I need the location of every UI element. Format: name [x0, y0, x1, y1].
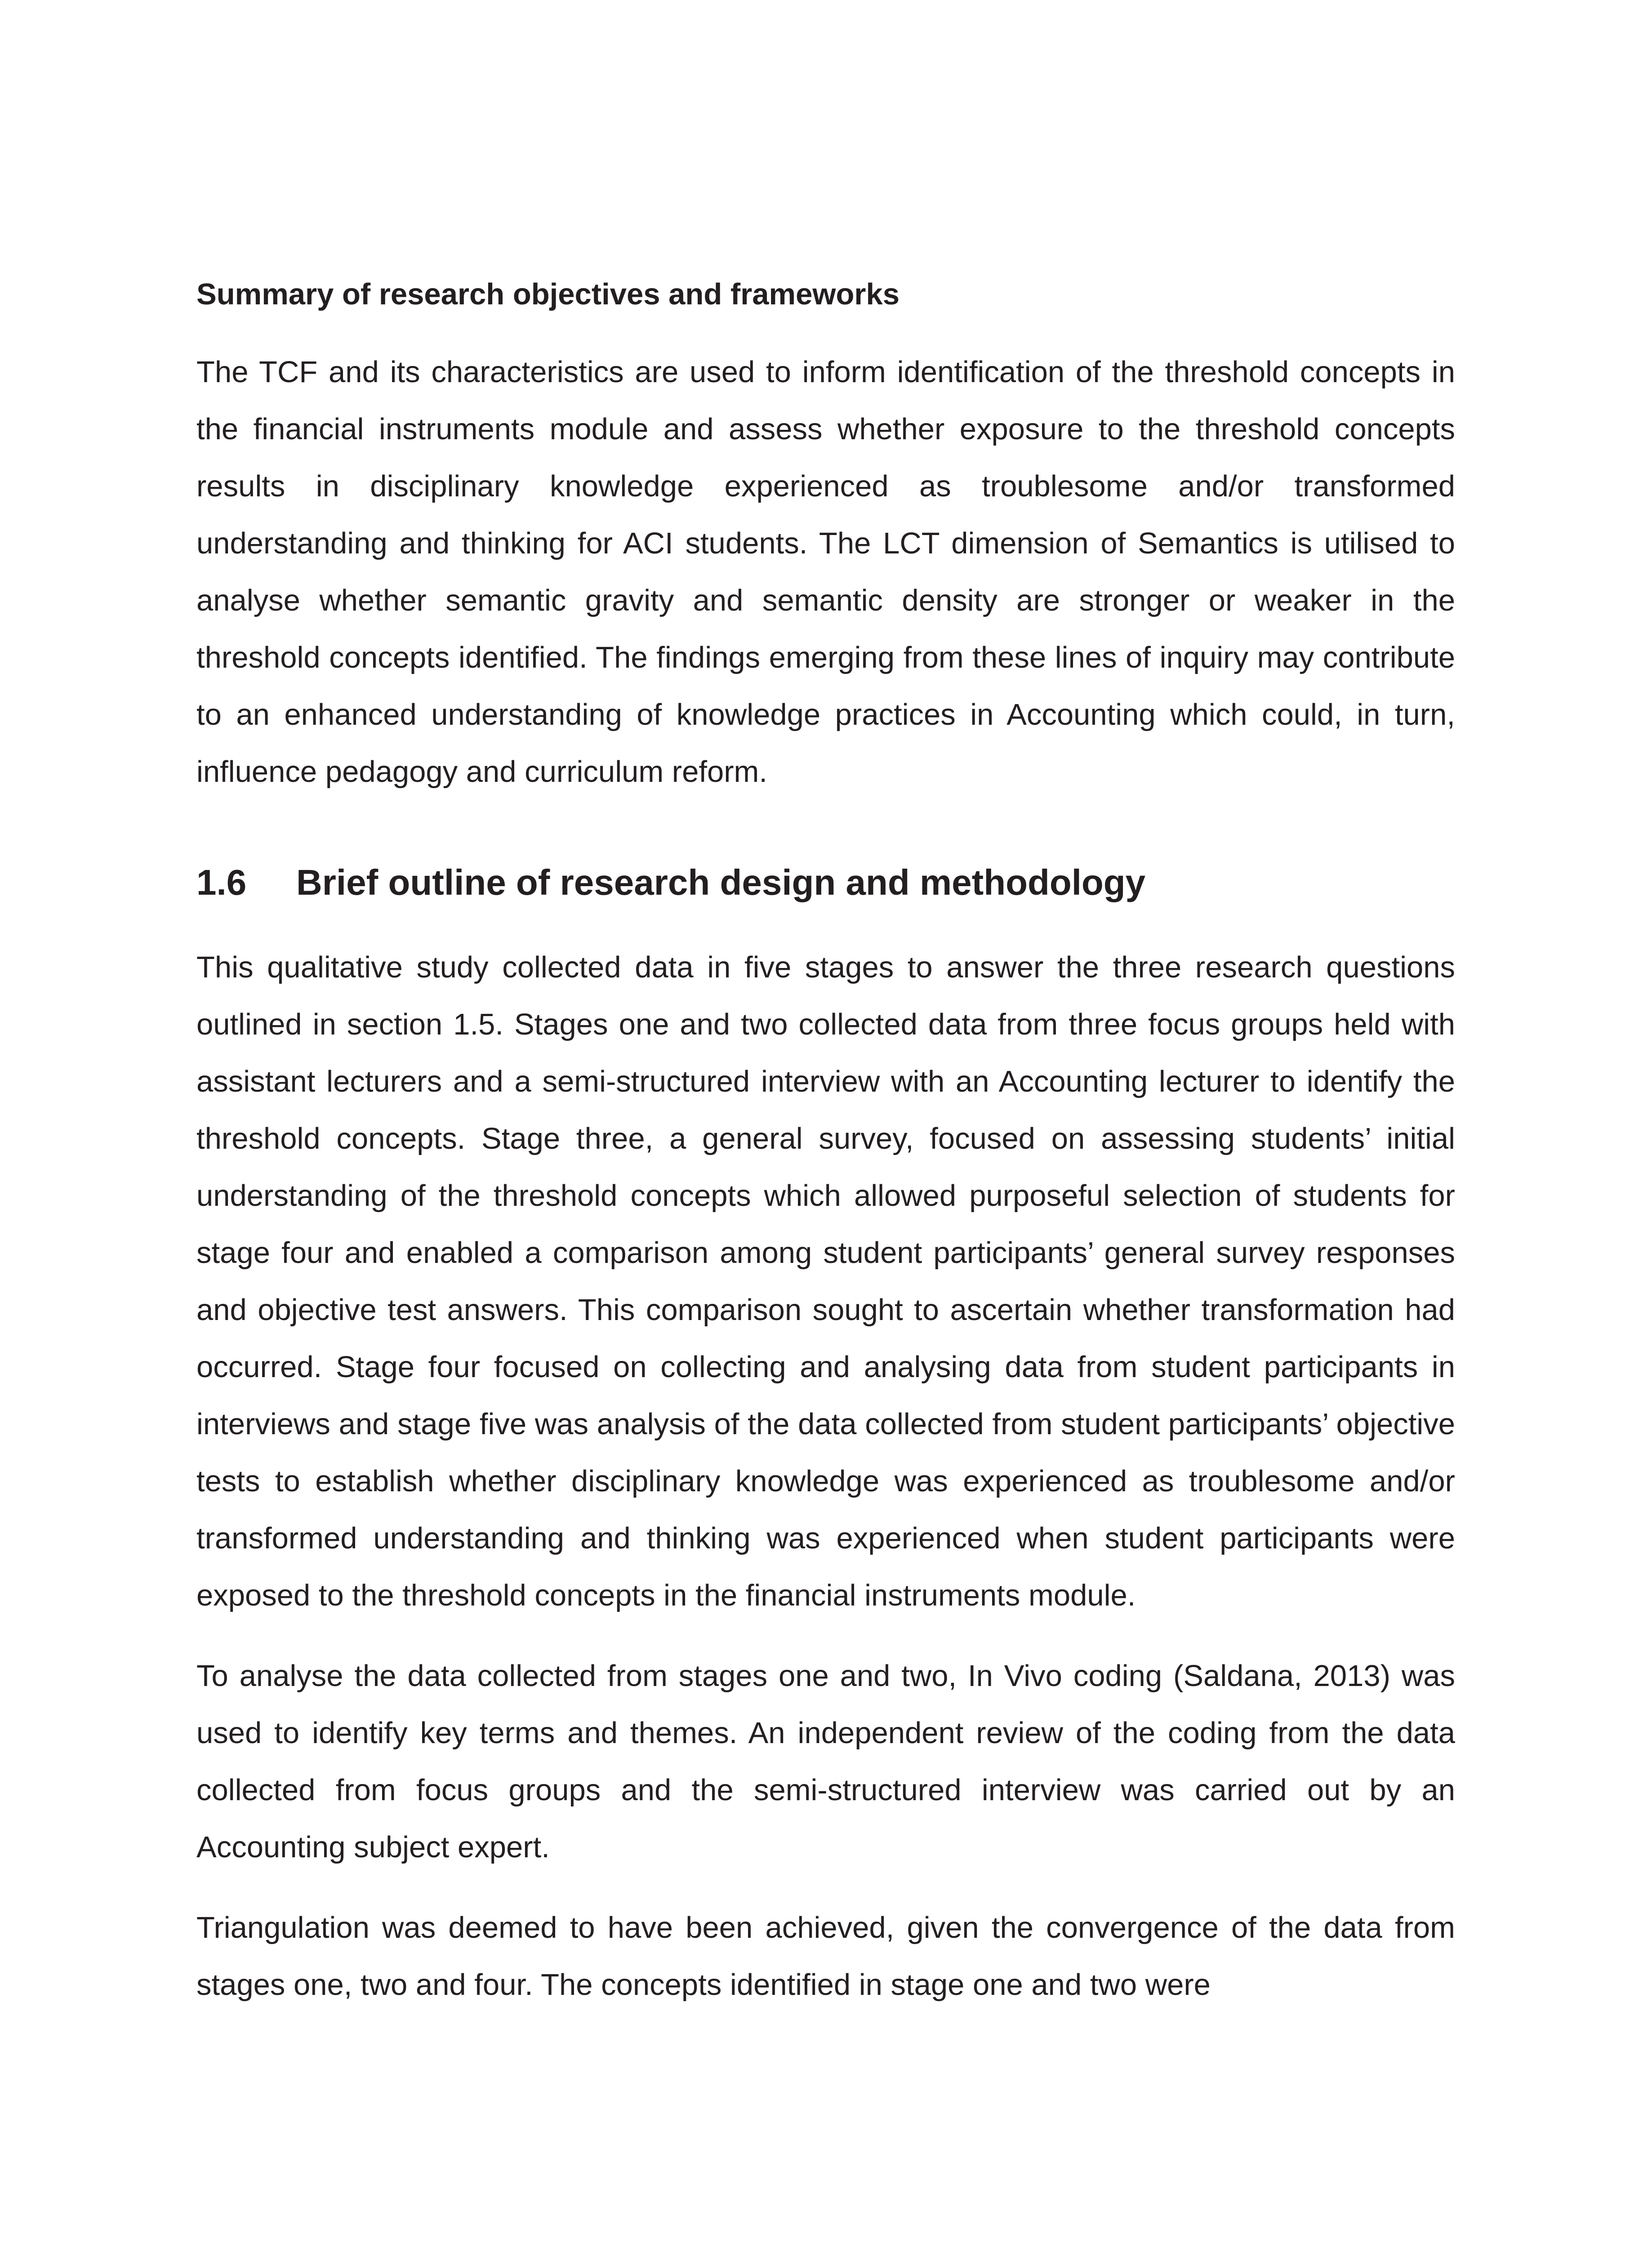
paragraph-summary: The TCF and its characteristics are used to inform identification of the threshold concepts in the financial instruments module and assess whether exposure to the threshold concepts results in disciplinary knowledge experienced as troublesome and/or transformed understanding and thinking for ACI students. The LCT dimension of Semantics is utilised to analyse whether semantic gravity and semantic density are stronger or weaker in the threshold concepts identified. The findings emerging from these lines of inquiry may contribute to an enhanced understanding of knowledge practices in Accounting which could, in turn, influence pedagogy and curriculum reform. — [196, 355, 1455, 789]
paragraph-data-analysis: To analyse the data collected from stages one and two, In Vivo coding (Saldana, 2013) was used to identify key terms and themes. An independent review of the coding from the data collected from focus groups and the semi-structured interview was carried out by an Accounting subject expert. — [196, 1659, 1455, 1864]
page-body — [196, 274, 1455, 2013]
section-title: Brief outline of research design and methodology — [296, 862, 1146, 902]
paragraph-triangulation: Triangulation was deemed to have been achieved, given the convergence of the data from stages one, two and four. The concepts identified in stage one and two were — [196, 1911, 1455, 2002]
section-heading — [196, 858, 1455, 907]
section-number: 1.6 — [196, 862, 247, 902]
subheading-summary: Summary of research objectives and frameworks — [196, 277, 899, 311]
paragraph-research-design: This qualitative study collected data in five stages to answer the three research questions outlined in section 1.5. Stages one and two collected data from three focus groups held with assistant lecturers and a semi-structured interview with an Accounting lecturer to identify the threshold concepts. Stage three, a general survey, focused on assessing students’ initial understanding of the threshold concepts which allowed purposeful selection of students for stage four and enabled a comparison among student participants’ general survey responses and objective test answers. This comparison sought to ascertain whether transformation had occurred. Stage four focused on collecting and analysing data from student participants in interviews and stage five was analysis of the data collected from student participants’ objective tests to establish whether disciplinary knowledge was experienced as troublesome and/or transformed understanding and thinking was experienced when student participants were exposed to the threshold concepts in the financial instruments module. — [196, 950, 1455, 1612]
